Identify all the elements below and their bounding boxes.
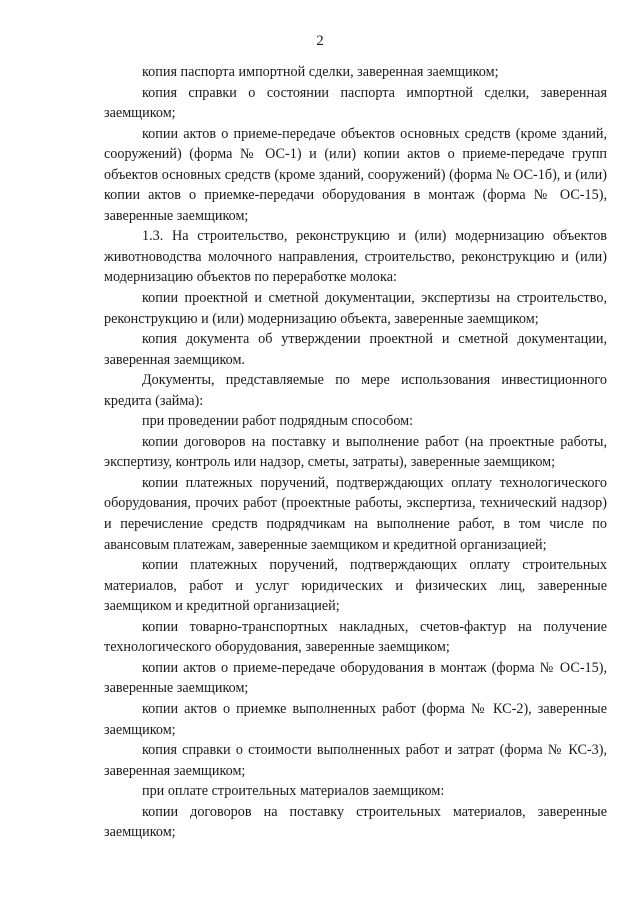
subheading-paragraph: Документы, представляемые по мере использования инвестиционного кредита (займа): — [104, 372, 607, 409]
paragraph: копия справки о стоимости выполненных работ и затрат (форма № КС-3), заверенная заемщиком; — [104, 742, 607, 779]
page-number: 2 — [316, 33, 324, 49]
paragraph: копии товарно-транспортных накладных, счетов-фактур на получение технологического оборудования, заверенные заемщиком; — [104, 618, 607, 656]
paragraph: копии договоров на поставку и выполнение работ (на проектные работы, экспертизу, контроль или надзор, сметы, затраты), заверенные заемщиком; — [104, 433, 607, 471]
paragraph: копии актов о приеме-передаче оборудования в монтаж (форма № ОС-15), заверенные заемщиком; — [104, 659, 607, 697]
section-heading-paragraph: 1.3. На строительство, реконструкцию и (или) модернизацию объектов животноводства молочного направления, строительство, реконструкцию и (или) модернизацию объектов по переработке молока: — [104, 228, 607, 286]
paragraph: при проведении работ подрядным способом: — [142, 413, 414, 430]
paragraph: копии проектной и сметной документации, экспертизы на строительство, реконструкцию и (или) модернизацию объекта, заверенные заемщиком; — [104, 290, 607, 327]
paragraph: копии платежных поручений, подтверждающих оплату строительных материалов, работ и услуг юридических и физических лиц, заверенные заемщиком и кредитной организацией; — [104, 557, 607, 615]
paragraph: копии платежных поручений, подтверждающих оплату технологического оборудования, прочих работ (проектные работы, экспертиза, технический надзор) и перечисление средств подрядчикам на выполнение работ, в том числе по авансовым платежам, заверенные заемщиком и кредитной организацией; — [104, 474, 607, 553]
paragraph: копии актов о приемке выполненных работ (форма № КС-2), заверенные заемщиком; — [104, 700, 607, 738]
document-body — [104, 62, 607, 843]
paragraph: копия справки о состоянии паспорта импортной сделки, заверенная заемщиком; — [104, 84, 607, 122]
paragraph: копии договоров на поставку строительных материалов, заверенные заемщиком; — [104, 803, 607, 841]
paragraph: копия документа об утверждении проектной и сметной документации, заверенная заемщиком. — [104, 331, 607, 368]
paragraph: копия паспорта импортной сделки, заверенная заемщиком; — [142, 64, 499, 80]
paragraph: копии актов о приеме-передаче объектов основных средств (кроме зданий, сооружений) (форма № ОС-1) и (или) копии актов о приеме-передаче групп объектов основных средств (кроме зданий, сооружений) (форма № ОС-1б), и (или) копии актов о приемке-передачи оборудования в монтаж (форма № ОС-15), заверенные заемщиком; — [104, 125, 607, 224]
paragraph: при оплате строительных материалов заемщиком: — [142, 783, 445, 800]
